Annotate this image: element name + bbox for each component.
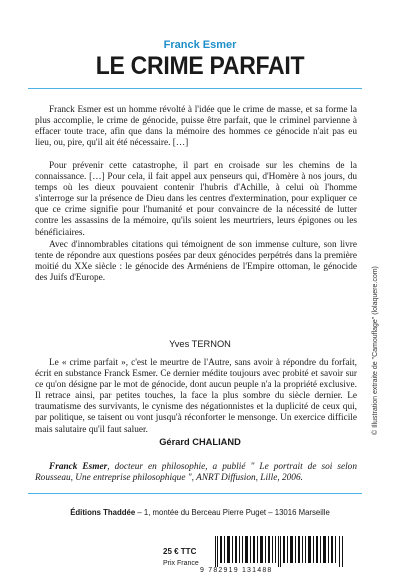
paragraph-3: Avec d'innombrables citations qui témoignent de son immense culture, son livre tente de répondre aux questions posées par deux génocides perpétrés dans la première moitié du XXe siècle : le génocide des Arméniens de l'Empire ottoman, le génocide des Juifs d'Europe.: [35, 240, 357, 284]
publisher-name: Éditions Thaddée: [70, 508, 136, 517]
isbn-number: 9 782919 131488: [200, 567, 273, 574]
author-name-top: Franck Esmer: [163, 39, 237, 51]
author-bio-text: , docteur en philosophie, a publié " Le portrait de soi selon Rousseau, Une entreprise philosophique ", ANRT Diffusion, Lille, 2006.: [35, 462, 357, 484]
author-bio-name: Franck Esmer: [49, 462, 108, 472]
paragraph-1: Franck Esmer est un homme révolté à l'idée que le crime de masse, et sa forme la plus accomplie, le crime de génocide, puisse être parfait, que le criminel parvienne à effacer toute trace, afin que dans la mémoire des hommes ce génocide n'ait pas eu lieu, ou, pire, qu'il ait été nécessaire. […]: [35, 105, 357, 149]
author-bio-credit: [35, 462, 357, 484]
signature-chaliand: Gérard CHALIAND: [159, 437, 241, 447]
illustration-credit: © Illustration extraite de "Camouflage" (lolaquere.com): [372, 266, 379, 435]
paragraph-2: Pour prévenir cette catastrophe, il part en croisade sur les chemins de la connaissance. […] Pour cela, il fait appel aux penseurs qui, d'Homère à nos jours, du temps où les dieux pouvaient contenir l'hubris d'Achille, à celui où l'homme s'interroge sur la présence de Dieu dans les centres d'extermination, pour expliquer ce que ce crime signifie pour l'humanité et pour convaincre de la nécessité de lutter contre les assassins de la mémoire, qu'ils soient les meurtriers, leurs épigones ou les bénéficiaires.: [35, 161, 357, 238]
publisher-line: [0, 508, 400, 517]
paragraph-4: Le « crime parfait », c'est le meurtre de l'Autre, sans avoir à répondre du forfait, écrit en substance Franck Esmer. Ce dernier médite toujours avec probité et savoir sur ce qu'on désigne par le mot de génocide, dont aucun peuple n'a la propriété exclusive. Il retrace ainsi, par petites touches, la face la plus sombre du siècle dernier. Le traumatisme des survivants, le cynisme des négationnistes et la duplicité de ceux qui, par politique, se taisent ou vont jusqu'à réconforter le mensonge. Un exercice difficile mais salutaire qu'il faut saluer.: [35, 358, 357, 435]
top-rule-divider: [28, 88, 362, 89]
price-label: Prix France: [163, 560, 199, 567]
barcode-icon: [215, 536, 345, 567]
publisher-address: – 1, montée du Berceau Pierre Puget – 13016 Marseille: [135, 508, 330, 517]
price-amount: 25 € TTC: [163, 547, 197, 556]
bottom-rule-divider: [28, 493, 362, 494]
signature-ternon: Yves TERNON: [169, 339, 231, 349]
book-title: LE CRIME PARFAIT: [95, 52, 305, 80]
